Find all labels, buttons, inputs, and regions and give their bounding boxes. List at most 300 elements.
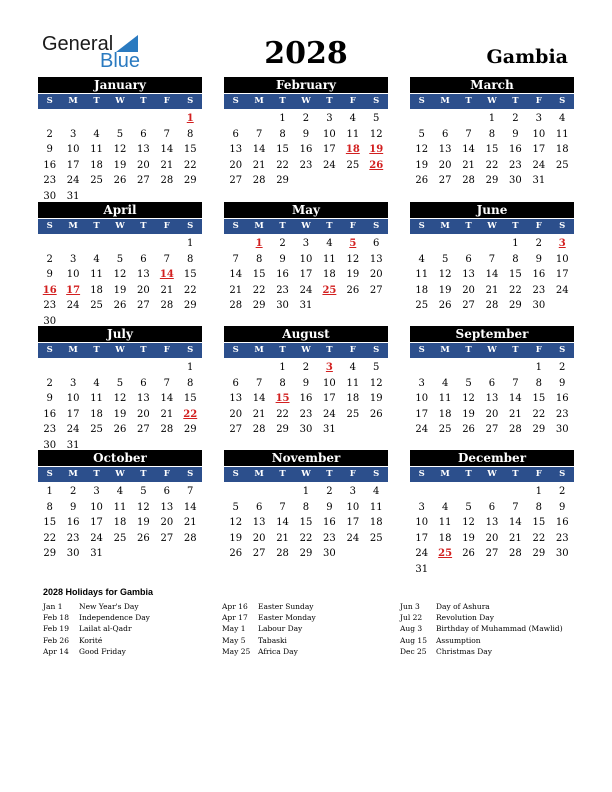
day-cell: 3 [418,501,425,513]
holiday-date: Apr 17 [222,613,248,623]
empty-cell [132,236,155,252]
day-cell: 8 [488,128,496,140]
month-title: August [224,326,388,342]
weekday-label: W [115,96,125,106]
empty-cell [224,484,247,500]
empty-cell [480,360,503,376]
day-cell: 27 [160,532,174,544]
day-cell: 3 [69,377,77,389]
weekday-label: M [254,345,264,355]
day-cell: 9 [46,269,53,280]
day-cell: 15 [276,144,289,155]
holiday-name: Good Friday [79,646,126,656]
day-cell: 14 [276,517,289,528]
day-cell: 20 [137,159,150,171]
day-cell: 11 [90,393,103,404]
day-cell: 15 [509,269,522,280]
day-cell: 8 [535,377,542,389]
day-cell: 19 [438,284,452,296]
weekday-label: S [232,345,239,355]
day-cell: 22 [532,532,546,544]
day-cell: 28 [462,175,475,186]
day-cell: 25 [90,424,103,435]
weekday-label: T [465,345,472,355]
day-cell: 29 [532,548,546,559]
day-cell: 28 [485,300,499,311]
day-cell: 19 [229,532,243,544]
holiday-date: May 25 [222,646,251,656]
empty-cell [132,360,155,376]
day-cell: 27 [485,424,499,435]
day-cell: 19 [113,159,127,171]
day-cell: 29 [276,175,289,186]
day-cell: 12 [346,253,360,265]
holiday-date: Feb 18 [43,613,69,623]
weekday-header [410,343,574,358]
day-cell: 5 [465,377,472,389]
holiday-day: 25 [322,284,337,296]
day-cell: 22 [183,284,197,296]
month-title: May [224,202,388,218]
day-cell: 12 [369,128,383,140]
day-cell: 24 [346,532,360,544]
holiday-name: Easter Sunday [258,602,314,611]
day-cell: 26 [229,548,243,559]
day-cell: 24 [415,424,429,435]
day-cell: 26 [415,175,429,186]
day-cell: 21 [183,517,197,528]
day-cell: 16 [299,393,313,404]
holiday-date: Feb 19 [43,624,69,634]
day-cell: 12 [415,144,429,155]
holiday-day: 3 [325,362,333,373]
day-cell: 12 [137,501,150,513]
day-cell: 3 [69,253,77,265]
weekday-label: S [418,96,425,106]
weekday-label: W [115,345,125,355]
empty-cell [85,236,108,252]
empty-cell [457,360,480,376]
day-cell: 11 [90,269,103,280]
weekday-label: T [326,345,333,355]
day-cell: 15 [532,517,546,528]
empty-cell [410,484,433,500]
day-cell: 20 [485,408,499,420]
weekday-header [224,343,388,358]
weekday-label: T [326,469,333,479]
day-cell: 8 [279,128,286,140]
day-cell: 23 [299,408,313,420]
day-cell: 26 [137,532,150,544]
day-cell: 27 [137,300,150,311]
weekday-header [224,94,388,109]
month-february [224,77,388,189]
month-title: July [38,326,202,342]
holiday-day: 19 [369,144,384,155]
weekday-header [224,219,388,234]
weekday-header [38,94,202,109]
day-cell: 20 [485,532,499,544]
day-cell: 6 [488,501,496,513]
day-cell: 20 [229,159,243,171]
day-cell: 17 [323,393,336,404]
day-cell: 9 [69,501,77,513]
holiday-day: 18 [345,144,360,155]
holidays-title: 2028 Holidays for Gambia [43,587,154,597]
weekday-label: S [559,345,566,355]
weekday-label: T [93,469,100,479]
holiday-name: Africa Day [258,646,298,656]
day-cell: 4 [373,486,380,497]
month-title: April [38,202,202,218]
day-cell: 28 [160,175,174,186]
day-cell: 22 [532,408,546,420]
day-cell: 27 [369,284,383,296]
day-cell: 7 [488,253,496,265]
day-cell: 28 [276,548,289,559]
day-cell: 1 [302,486,310,497]
weekday-header [410,467,574,482]
holiday-name: Day of Ashura [436,602,490,611]
day-cell: 28 [160,300,174,311]
day-cell: 12 [462,393,475,404]
day-cell: 11 [555,128,569,140]
day-cell: 12 [229,517,243,528]
holiday-date: May 5 [222,635,246,645]
holiday-name: Christmas Day [436,646,492,656]
weekday-label: M [254,221,264,231]
weekday-label: S [559,221,566,231]
day-cell: 21 [160,159,174,171]
day-cell: 8 [187,128,194,140]
empty-cell [271,484,294,500]
weekday-label: S [373,221,380,231]
day-cell: 30 [43,190,57,202]
weekday-label: T [512,96,519,106]
empty-cell [457,484,480,500]
day-cell: 17 [299,269,313,280]
weekday-label: M [440,345,450,355]
empty-cell [155,111,178,127]
day-cell: 30 [43,315,57,327]
weekday-label: T [140,221,147,231]
day-cell: 5 [418,128,425,140]
day-cell: 26 [369,408,383,420]
day-cell: 14 [183,501,197,513]
day-cell: 30 [555,548,569,559]
day-cell: 14 [160,393,174,404]
day-cell: 23 [66,532,80,544]
day-cell: 21 [276,532,289,544]
weekday-label: F [163,221,170,231]
empty-cell [433,484,456,500]
day-cell: 2 [279,238,286,249]
day-cell: 12 [369,377,383,389]
holiday-day: 26 [369,159,384,171]
day-cell: 14 [229,269,243,280]
day-cell: 30 [299,424,313,435]
day-cell: 6 [232,128,239,140]
day-cell: 22 [509,284,522,296]
day-cell: 7 [255,377,263,389]
day-cell: 28 [252,175,266,186]
holiday-date: Dec 25 [400,646,427,656]
day-cell: 8 [46,501,53,513]
day-cell: 18 [369,517,383,528]
day-cell: 14 [252,393,266,404]
day-cell: 21 [462,159,475,171]
day-cell: 8 [302,501,310,513]
weekday-header [410,219,574,234]
day-cell: 2 [512,113,519,124]
day-cell: 19 [137,517,150,528]
day-cell: 3 [418,377,425,389]
day-cell: 25 [346,159,360,171]
day-cell: 14 [160,144,174,155]
day-cell: 21 [252,408,266,420]
day-cell: 28 [183,532,197,544]
weekday-label: S [187,96,194,106]
day-cell: 21 [229,284,243,296]
day-cell: 16 [323,517,336,528]
empty-cell [61,236,84,252]
day-cell: 30 [323,548,336,559]
day-cell: 7 [187,486,194,497]
day-cell: 7 [512,501,519,513]
day-cell: 11 [346,128,360,140]
weekday-label: S [373,96,380,106]
weekday-label: S [46,345,53,355]
day-cell: 14 [462,144,475,155]
day-cell: 10 [323,128,336,140]
empty-cell [61,111,84,127]
holiday-name: Revolution Day [436,613,494,623]
day-cell: 9 [46,144,53,155]
day-cell: 18 [438,408,452,420]
weekday-label: S [187,221,194,231]
weekday-label: S [373,469,380,479]
day-cell: 10 [346,501,360,513]
day-cell: 18 [346,393,360,404]
weekday-label: M [68,221,78,231]
empty-cell [224,360,247,376]
days-grid [224,236,388,314]
weekday-label: W [301,221,311,231]
days-grid [38,484,202,562]
day-cell: 9 [559,501,566,513]
weekday-label: W [487,345,497,355]
day-cell: 21 [509,408,522,420]
day-cell: 13 [485,517,499,528]
calendar-year: 2028 [264,36,348,71]
day-cell: 25 [90,175,103,186]
weekday-label: S [187,469,194,479]
day-cell: 23 [299,159,313,171]
holiday-date: Jun 3 [400,602,420,611]
day-cell: 6 [465,253,472,265]
day-cell: 3 [535,113,542,124]
day-cell: 18 [90,284,103,296]
weekday-label: S [187,345,194,355]
day-cell: 24 [323,159,336,171]
empty-cell [38,360,61,376]
day-cell: 29 [252,300,266,311]
day-cell: 8 [187,377,194,389]
day-cell: 13 [369,253,383,265]
day-cell: 19 [113,284,127,296]
day-cell: 28 [229,300,243,311]
days-grid [410,360,574,438]
day-cell: 30 [509,175,522,186]
empty-cell [132,111,155,127]
day-cell: 4 [441,501,449,513]
day-cell: 2 [326,486,333,497]
day-cell: 29 [276,424,289,435]
day-cell: 30 [555,424,569,435]
day-cell: 18 [415,284,429,296]
empty-cell [433,236,456,252]
day-cell: 5 [116,253,124,265]
day-cell: 27 [137,175,150,186]
weekday-header [38,467,202,482]
day-cell: 10 [66,144,80,155]
weekday-label: S [46,221,53,231]
weekday-label: S [46,469,53,479]
day-cell: 20 [462,284,475,296]
day-cell: 25 [415,300,429,311]
day-cell: 4 [326,238,333,249]
day-cell: 7 [232,253,239,265]
day-cell: 8 [255,253,263,265]
weekday-label: F [535,469,542,479]
day-cell: 12 [438,269,452,280]
holiday-day: 1 [186,113,194,124]
holiday-day: 22 [183,408,198,420]
empty-cell [410,236,433,252]
day-cell: 9 [46,393,53,404]
weekday-label: M [440,469,450,479]
day-cell: 31 [90,548,103,559]
day-cell: 8 [279,377,286,389]
day-cell: 11 [369,501,383,513]
holiday-day: 25 [438,548,453,559]
day-cell: 9 [559,377,566,389]
day-cell: 12 [462,517,475,528]
day-cell: 24 [90,532,103,544]
empty-cell [410,360,433,376]
weekday-label: F [163,469,170,479]
day-cell: 10 [299,253,313,265]
day-cell: 1 [46,486,53,497]
empty-cell [155,360,178,376]
day-cell: 7 [163,377,170,389]
day-cell: 28 [160,424,174,435]
day-cell: 17 [90,517,103,528]
day-cell: 1 [187,362,194,373]
day-cell: 6 [163,486,170,497]
day-cell: 23 [555,532,569,544]
day-cell: 26 [462,424,475,435]
weekday-label: T [140,345,147,355]
day-cell: 10 [555,253,569,265]
day-cell: 14 [509,393,522,404]
day-cell: 4 [349,113,356,124]
month-june [410,202,574,314]
day-cell: 29 [43,548,57,559]
weekday-label: S [232,221,239,231]
day-cell: 2 [559,486,566,497]
day-cell: 3 [326,113,333,124]
day-cell: 6 [140,253,147,265]
day-cell: 2 [535,238,542,249]
month-title: June [410,202,574,218]
day-cell: 20 [137,408,150,420]
day-cell: 23 [555,408,569,420]
day-cell: 9 [302,377,310,389]
weekday-header [38,219,202,234]
weekday-label: F [349,345,356,355]
weekday-header [38,343,202,358]
weekday-label: W [301,345,311,355]
weekday-label: T [279,221,286,231]
day-cell: 16 [532,269,546,280]
weekday-label: S [559,96,566,106]
weekday-label: W [115,469,125,479]
day-cell: 13 [229,393,243,404]
day-cell: 15 [43,517,57,528]
day-cell: 1 [279,113,286,124]
day-cell: 2 [559,362,566,373]
day-cell: 28 [509,548,522,559]
day-cell: 20 [229,408,243,420]
empty-cell [85,360,108,376]
days-grid [410,484,574,577]
day-cell: 9 [302,128,310,140]
day-cell: 25 [369,532,383,544]
day-cell: 27 [229,424,243,435]
weekday-label: T [465,96,472,106]
day-cell: 16 [555,393,569,404]
weekday-label: T [279,345,286,355]
day-cell: 21 [485,284,499,296]
day-cell: 29 [183,300,197,311]
day-cell: 21 [252,159,266,171]
holiday-name: New Year's Day [79,602,139,611]
day-cell: 26 [113,424,127,435]
day-cell: 22 [299,532,313,544]
day-cell: 25 [90,300,103,311]
empty-cell [108,236,131,252]
day-cell: 26 [438,300,452,311]
day-cell: 10 [415,517,429,528]
empty-cell [108,111,131,127]
holiday-day: 1 [255,238,263,249]
day-cell: 16 [66,517,80,528]
weekday-label: S [373,345,380,355]
weekday-label: F [163,345,170,355]
empty-cell [247,484,270,500]
day-cell: 24 [415,548,429,559]
weekday-label: F [349,96,356,106]
day-cell: 22 [485,159,499,171]
day-cell: 2 [46,253,53,265]
day-cell: 25 [438,424,452,435]
weekday-label: S [418,469,425,479]
holiday-name: Lailat al-Qadr [79,624,132,634]
day-cell: 11 [438,393,452,404]
day-cell: 27 [462,300,475,311]
day-cell: 30 [66,548,80,559]
